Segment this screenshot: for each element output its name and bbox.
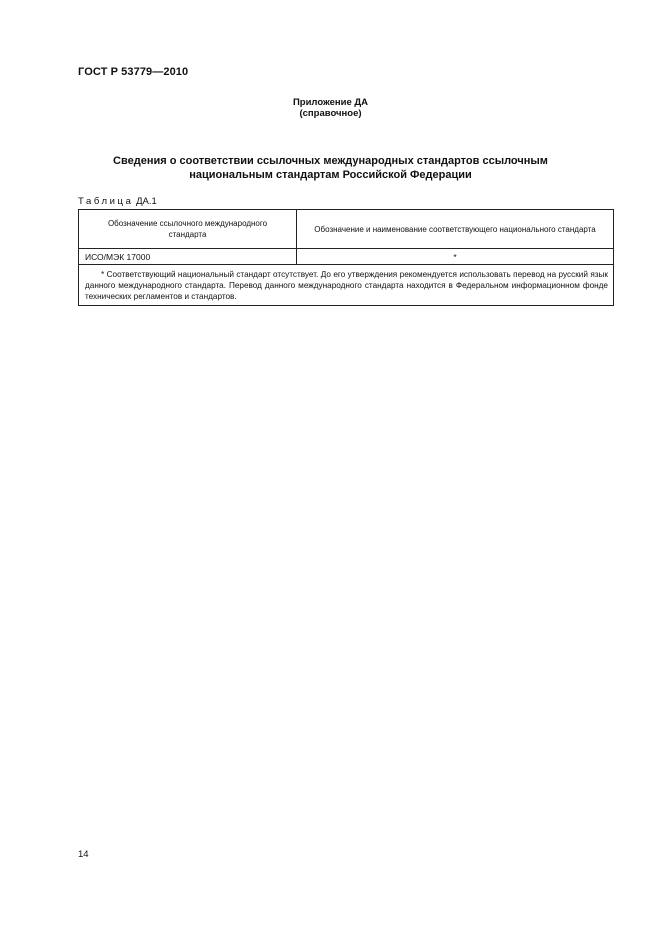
international-standard-cell: ИСО/МЭК 17000	[79, 249, 297, 265]
table-label-number: ДА.1	[136, 196, 157, 207]
column-header-international: Обозначение ссылочного международного стандарта	[79, 210, 297, 249]
section-heading-line-1: Сведения о соответствии ссылочных международных стандартов ссылочным	[113, 155, 548, 167]
section-heading	[90, 154, 571, 182]
column-header-national: Обозначение и наименование соответствующего национального стандарта	[297, 210, 614, 249]
table-header-row	[79, 210, 614, 249]
appendix-title: Приложение ДА	[292, 97, 369, 108]
table-footnote-row	[79, 265, 614, 306]
table-footnote: * Соответствующий национальный стандарт отсутствует. До его утверждения рекомендуется использовать перевод на русский язык данного международного стандарта. Перевод данного международного стандарта находится в Федеральном информационном фонде технических регламентов и стандартов.	[79, 265, 614, 306]
table-label-word: Таблица	[78, 196, 134, 207]
table-label	[78, 196, 157, 207]
document-code: ГОСТ Р 53779—2010	[78, 66, 189, 78]
appendix-type: (справочное)	[299, 108, 362, 119]
national-standard-cell: *	[297, 249, 614, 265]
section-heading-line-2: национальным стандартам Российской Федерации	[189, 169, 472, 181]
standards-correspondence-table	[78, 209, 614, 306]
table-row	[79, 249, 614, 265]
page-number: 14	[78, 849, 89, 860]
